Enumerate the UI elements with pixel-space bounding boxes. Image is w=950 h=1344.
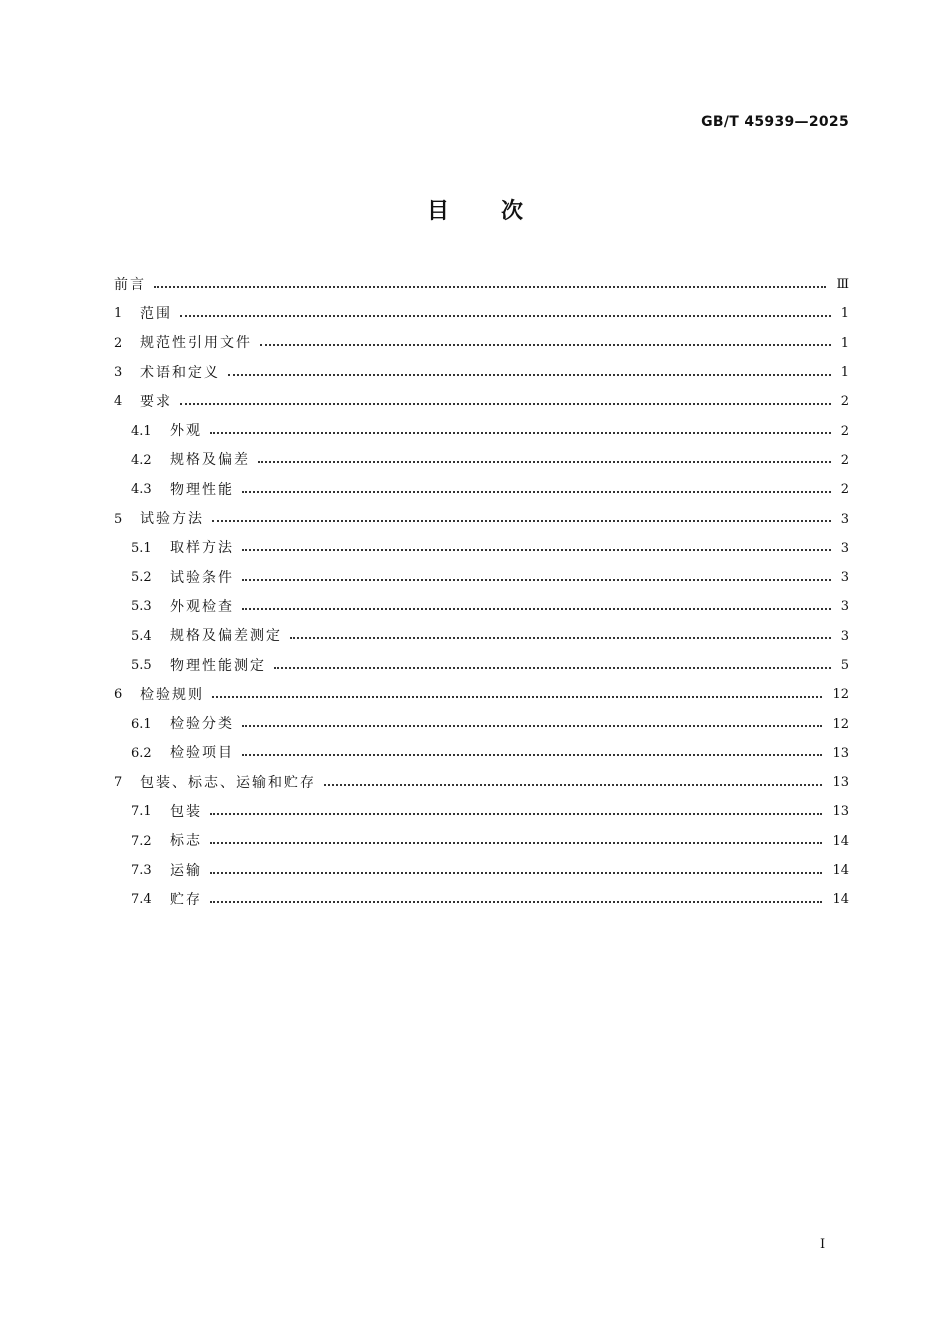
footer-page-number: I <box>820 1237 826 1252</box>
toc-dot-leader <box>228 374 831 376</box>
toc-entry-page: Ⅲ <box>836 277 849 293</box>
toc-entry-label: 范围 <box>140 305 172 322</box>
toc-entry-page: 1 <box>840 335 849 351</box>
toc-entry[interactable] <box>114 270 849 299</box>
toc-entry[interactable] <box>114 739 849 768</box>
toc-entry-page: 3 <box>840 599 849 615</box>
toc-entry-label: 标志 <box>170 833 202 850</box>
toc-entry-number: 5.4 <box>131 628 152 644</box>
toc-entry-page: 2 <box>840 423 849 439</box>
toc-entry-number: 5.2 <box>131 570 152 586</box>
toc-dot-leader <box>180 403 831 405</box>
toc-entry-label: 外观检查 <box>170 598 234 615</box>
toc-entry-page: 3 <box>840 628 849 644</box>
toc-entry[interactable] <box>114 797 849 826</box>
toc-entry-label: 取样方法 <box>170 540 234 557</box>
toc-entry-label: 规格及偏差测定 <box>170 628 282 645</box>
toc-entry[interactable] <box>114 416 849 445</box>
toc-dot-leader <box>260 344 831 346</box>
toc-entry-page: 14 <box>832 833 849 849</box>
toc-entry[interactable] <box>114 534 849 563</box>
toc-entry-page: 5 <box>840 658 849 673</box>
toc-entry-page: 12 <box>832 687 849 703</box>
toc-entry-label: 物理性能测定 <box>170 657 266 674</box>
toc-entry[interactable] <box>114 680 849 709</box>
toc-entry[interactable] <box>114 651 849 680</box>
toc-dot-leader <box>242 491 831 493</box>
toc-dot-leader <box>274 667 831 669</box>
toc-entry-label: 试验方法 <box>140 511 204 528</box>
toc-dot-leader <box>242 579 831 581</box>
toc-dot-leader <box>242 725 822 727</box>
toc-title-char-1: 目 <box>426 199 449 224</box>
toc-dot-leader <box>242 608 831 610</box>
toc-entry[interactable] <box>114 329 849 358</box>
toc-entry-number: 5 <box>114 511 123 527</box>
toc-entry-number: 5.5 <box>131 658 152 673</box>
toc-dot-leader <box>210 872 822 874</box>
toc-entry[interactable] <box>114 563 849 592</box>
toc-entry-number: 4 <box>114 394 123 410</box>
toc-entry-label: 术语和定义 <box>140 364 220 381</box>
toc-entry[interactable] <box>114 827 849 856</box>
toc-dot-leader <box>242 549 831 551</box>
toc-entry-label: 前言 <box>114 276 146 293</box>
toc-entry-number: 4.3 <box>131 482 152 498</box>
toc-entry-page: 12 <box>832 716 849 732</box>
toc-entry-page: 14 <box>832 863 849 879</box>
toc-entry-number: 7.1 <box>131 804 152 820</box>
toc-entry-page: 13 <box>832 775 849 791</box>
toc-entry-label: 包装 <box>170 803 202 820</box>
toc-entry-number: 5.1 <box>131 540 152 556</box>
toc-entry-label: 贮存 <box>170 891 202 908</box>
toc-title-char-2: 次 <box>501 199 524 224</box>
toc-entry-page: 1 <box>840 306 849 322</box>
toc-entry-number: 7.3 <box>131 863 152 879</box>
toc-entry-number: 1 <box>114 306 123 322</box>
toc-entry-page: 2 <box>840 394 849 410</box>
toc-entry-page: 1 <box>840 365 849 381</box>
toc-entry[interactable] <box>114 299 849 328</box>
toc-dot-leader <box>212 520 831 522</box>
toc-entry-page: 3 <box>840 511 849 527</box>
toc-dot-leader <box>242 754 822 756</box>
toc-dot-leader <box>324 784 822 786</box>
toc-entry[interactable] <box>114 592 849 621</box>
toc-entry-label: 试验条件 <box>170 569 234 586</box>
toc-entry-number: 5.3 <box>131 599 152 615</box>
toc-entry[interactable] <box>114 885 849 914</box>
toc-entry-label: 运输 <box>170 862 202 879</box>
toc-entry[interactable] <box>114 856 849 885</box>
toc-entry-number: 6.1 <box>131 716 152 732</box>
toc-entry-label: 外观 <box>170 423 202 440</box>
toc-entry-page: 2 <box>840 452 849 468</box>
toc-entry-number: 6.2 <box>131 745 152 761</box>
toc-entry-label: 规格及偏差 <box>170 452 250 469</box>
table-of-contents <box>114 270 849 915</box>
toc-entry-number: 4.2 <box>131 452 152 468</box>
toc-entry-page: 3 <box>840 570 849 586</box>
toc-entry-number: 4.1 <box>131 423 152 439</box>
toc-entry-label: 检验规则 <box>140 686 204 703</box>
toc-entry-label: 要求 <box>140 393 172 410</box>
toc-entry-number: 2 <box>114 335 123 351</box>
toc-entry[interactable] <box>114 622 849 651</box>
toc-dot-leader <box>210 432 831 434</box>
toc-title <box>0 194 950 225</box>
toc-dot-leader <box>210 842 822 844</box>
toc-entry-page: 13 <box>832 804 849 820</box>
toc-entry[interactable] <box>114 768 849 797</box>
toc-dot-leader <box>180 315 831 317</box>
toc-entry-number: 7 <box>114 775 123 791</box>
toc-entry-page: 13 <box>832 745 849 761</box>
toc-entry[interactable] <box>114 504 849 533</box>
toc-entry-label: 规范性引用文件 <box>140 335 252 352</box>
toc-entry[interactable] <box>114 446 849 475</box>
toc-entry-label: 检验分类 <box>170 716 234 733</box>
toc-entry-page: 14 <box>832 892 849 908</box>
toc-dot-leader <box>210 813 822 815</box>
toc-entry[interactable] <box>114 709 849 738</box>
toc-entry-number: 3 <box>114 365 123 381</box>
toc-dot-leader <box>258 461 831 463</box>
toc-dot-leader <box>210 901 822 903</box>
toc-entry-label: 检验项目 <box>170 745 234 762</box>
toc-dot-leader <box>212 696 822 698</box>
toc-entry-page: 2 <box>840 482 849 498</box>
toc-entry[interactable] <box>114 475 849 504</box>
standard-code: GB/T 45939—2025 <box>701 114 849 130</box>
toc-entry-label: 物理性能 <box>170 481 234 498</box>
toc-entry-number: 6 <box>114 687 123 703</box>
toc-entry-number: 7.4 <box>131 892 152 908</box>
toc-entry[interactable] <box>114 358 849 387</box>
toc-entry-page: 3 <box>840 540 849 556</box>
toc-dot-leader <box>154 286 826 288</box>
toc-entry-number: 7.2 <box>131 833 152 849</box>
toc-entry-label: 包装、标志、运输和贮存 <box>140 774 316 791</box>
toc-dot-leader <box>290 637 831 639</box>
toc-entry[interactable] <box>114 387 849 416</box>
